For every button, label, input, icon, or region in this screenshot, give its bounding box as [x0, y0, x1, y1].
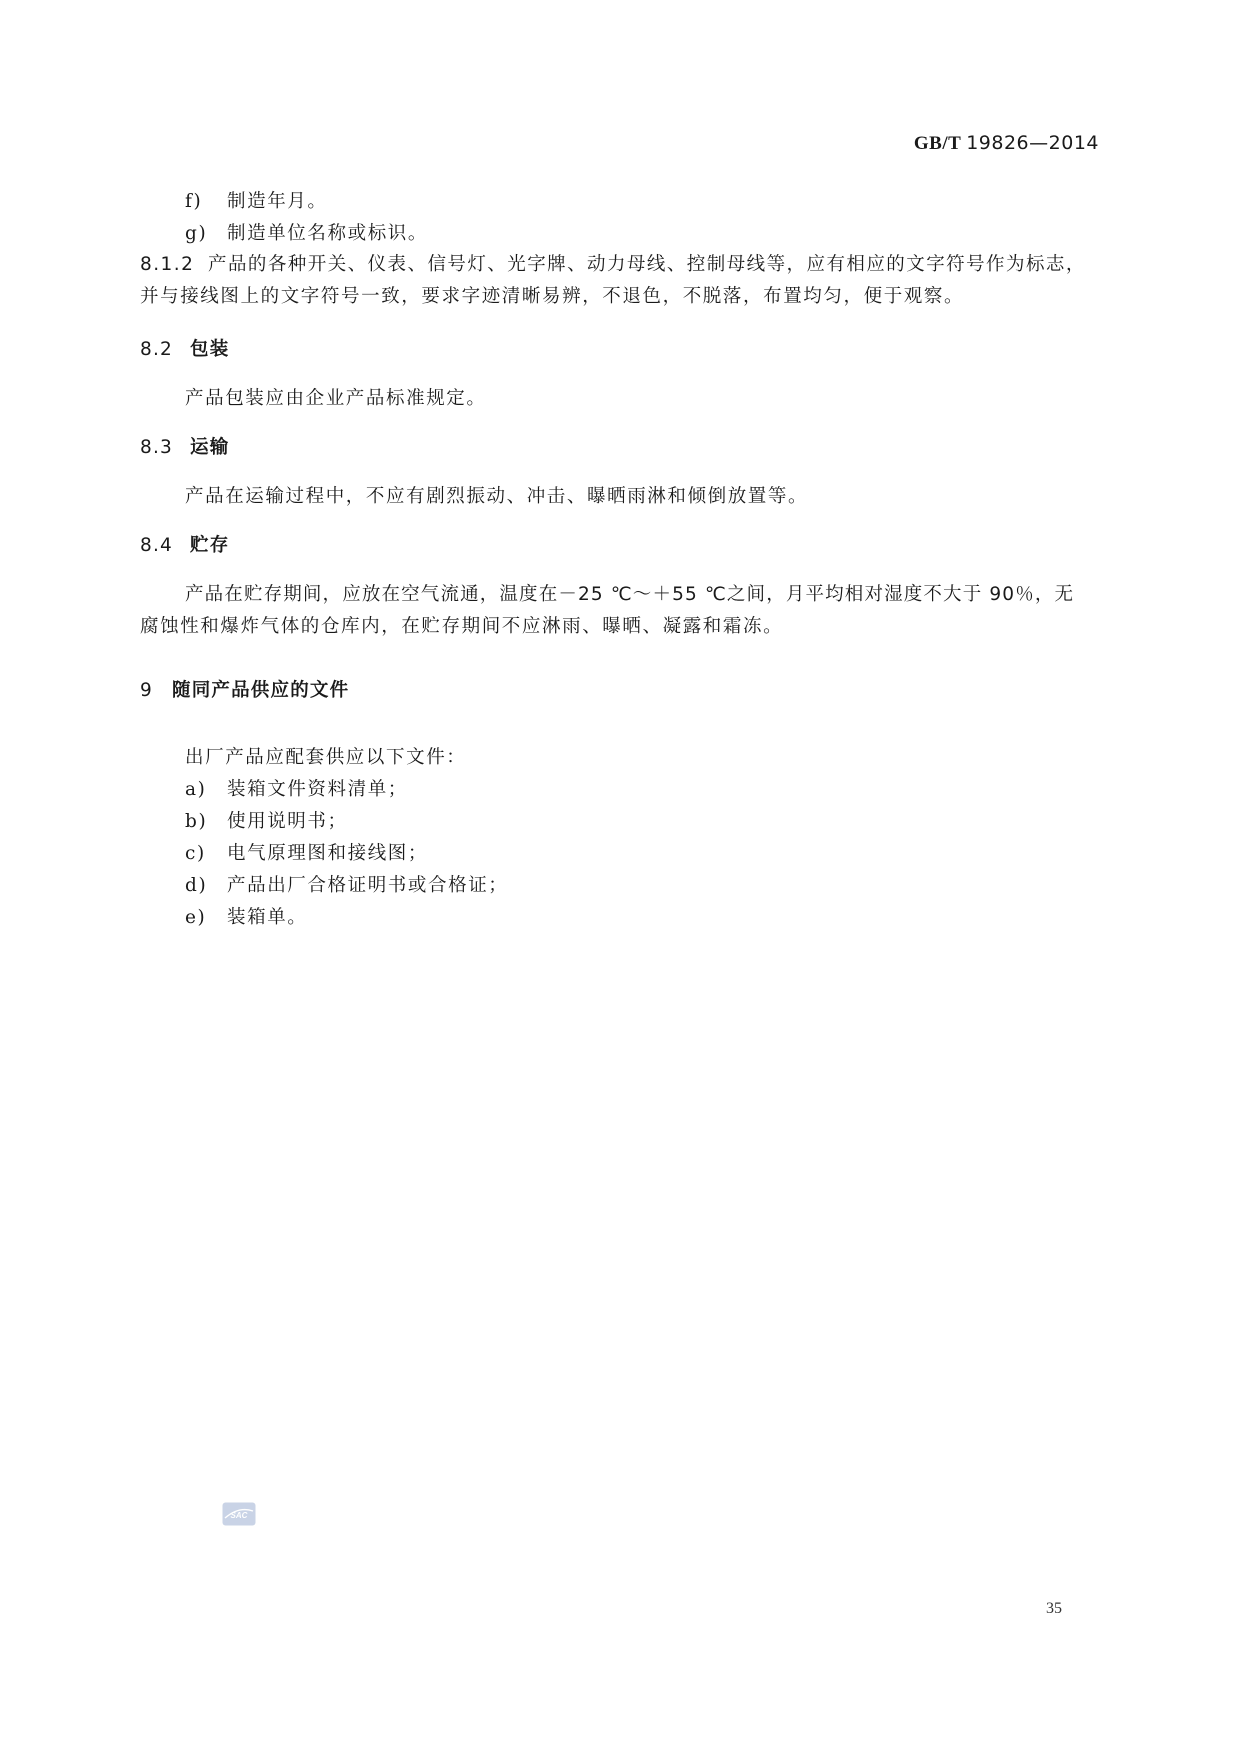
section-heading-9	[140, 679, 349, 703]
list-item-label: g)	[185, 223, 208, 244]
section-title: 运输	[190, 437, 230, 458]
clause-number: 8.1.2	[140, 254, 195, 275]
list-item-a	[185, 778, 408, 802]
sac-logo-icon	[222, 1502, 256, 1526]
list-item-label: c)	[185, 843, 206, 864]
list-item-c	[185, 842, 428, 866]
section-body-8-4-line2: 腐蚀性和爆炸气体的仓库内，在贮存期间不应淋雨、曝晒、凝露和霜冻。	[140, 616, 784, 637]
list-item-e	[185, 906, 307, 930]
section-title: 包装	[190, 339, 230, 360]
list-item-text: 装箱单。	[227, 907, 308, 928]
section-number: 8.4	[140, 535, 174, 556]
section-heading-8-2	[140, 338, 229, 362]
list-item-f	[185, 190, 328, 214]
section-body-8-4-line1: 产品在贮存期间，应放在空气流通，温度在－25 ℃～＋55 ℃之间，月平均相对湿度不大于 90％，无	[185, 584, 1075, 605]
list-item-label: b)	[185, 811, 208, 832]
section-heading-8-4	[140, 534, 229, 558]
section-number: 9	[140, 680, 153, 701]
section-title: 随同产品供应的文件	[172, 680, 350, 701]
section-body-8-2: 产品包装应由企业产品标准规定。	[185, 388, 487, 409]
list-item-text: 使用说明书；	[227, 811, 348, 832]
list-item-b	[185, 810, 348, 834]
list-item-text: 电气原理图和接线图；	[227, 843, 429, 864]
section-title: 贮存	[190, 535, 230, 556]
list-item-label: f)	[185, 191, 203, 212]
list-item-d	[185, 874, 508, 898]
section-heading-8-3	[140, 436, 229, 460]
list-item-text: 制造单位名称或标识。	[227, 223, 429, 244]
page-number: 35	[1046, 1600, 1062, 1617]
section-number: 8.3	[140, 437, 174, 458]
clause-8-1-2-line1	[140, 253, 1086, 277]
standard-number-value: 19826—2014	[966, 132, 1099, 154]
clause-text: 产品的各种开关、仪表、信号灯、光字牌、动力母线、控制母线等，应有相应的文字符号作为标志，	[208, 254, 1086, 275]
list-item-label: d)	[185, 875, 208, 896]
section-body-8-3: 产品在运输过程中，不应有剧烈振动、冲击、曝晒雨淋和倾倒放置等。	[185, 486, 809, 507]
list-item-text: 产品出厂合格证明书或合格证；	[227, 875, 509, 896]
section-number: 8.2	[140, 339, 174, 360]
standard-number	[914, 132, 1099, 155]
sac-logo-text: SAC	[230, 1511, 248, 1520]
list-item-label: e)	[185, 907, 207, 928]
list-item-label: a)	[185, 779, 207, 800]
section-9-intro: 出厂产品应配套供应以下文件：	[185, 747, 467, 768]
list-item-g	[185, 222, 428, 246]
clause-8-1-2-line2: 并与接线图上的文字符号一致，要求字迹清晰易辨，不退色，不脱落，布置均匀，便于观察。	[140, 286, 965, 307]
standard-prefix: GB/T	[913, 133, 961, 154]
list-item-text: 装箱文件资料清单；	[227, 779, 408, 800]
list-item-text: 制造年月。	[227, 191, 328, 212]
